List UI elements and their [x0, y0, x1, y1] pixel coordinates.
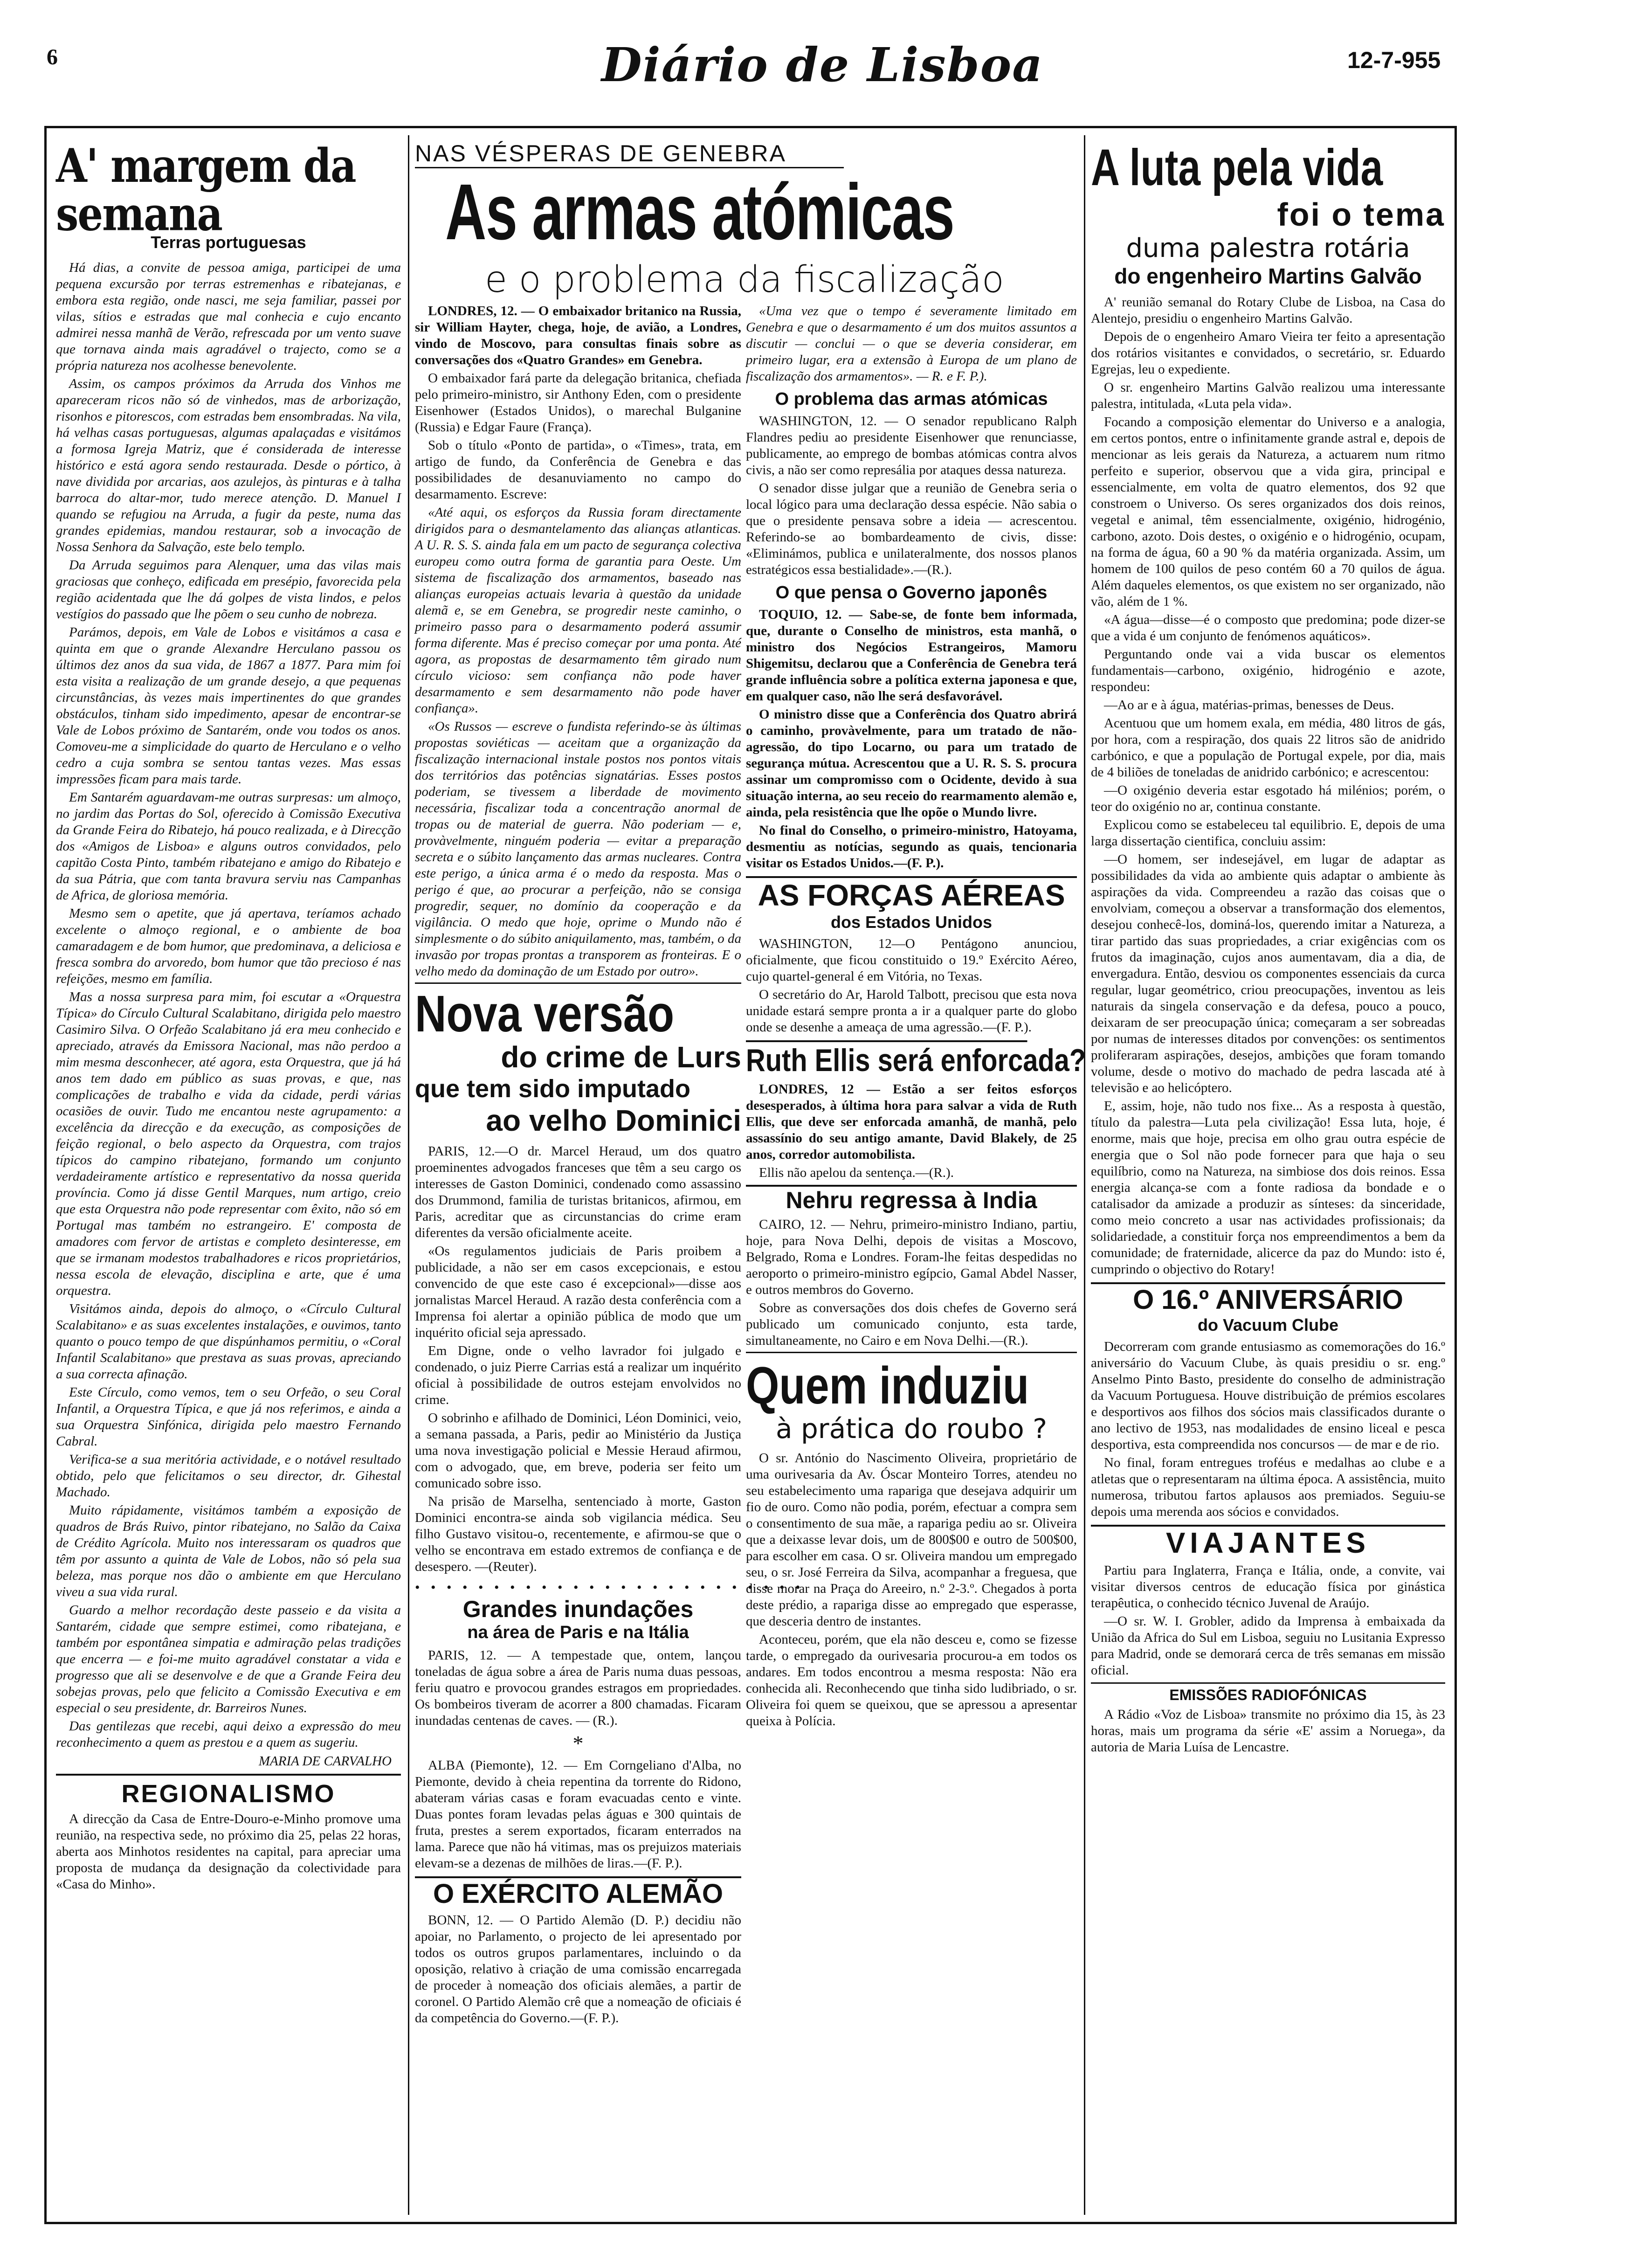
paragraph: ALBA (Piemonte), 12. — Em Corngeliano d'Alba, no Piemonte, devido à cheia repentina da torrente do Ridono, abateram várias casas e foram evacuadas cento e vinte. Duas pontes foram levadas pelas águas e 300 quintais de fruta, prestes a serem exportados, ficaram enterrados na lama. Parece que não há vitimas, mas os prejuizos materiais elevam-se a dezenas de milhões de liras.—(F. P.). — [415, 1758, 741, 1871]
paragraph: «Até aqui, os esforços da Russia foram directamente dirigidos para o desmantelamento das alianças atlanticas. A U. R. S. S. ainda fala em um pacto de segurança colectiva europeu como outra forma de garantia para Oeste. Um sistema de fiscalização dos armamentos, baseado nas alianças europeias actuais levaria à questão da unidade alemã e, se em Genebra, se progredir neste caminho, o primeiro passo para o desarmamento poderá assumir forma diferente. Mas é preciso começar por uma ponta. Até agora, as propostas de desarmamento têm girado num círculo vicioso: sem confiança não pode haver desarmamento e sem desarmamento não pode haver confiança». — [415, 505, 741, 716]
paragraph: Sobre as conversações dos dois chefes de Governo será publicado um comunicado conjunto, esta tarde, simultaneamente, no Cairo e em Nova Delhi.—(R.). — [746, 1300, 1077, 1348]
paragraph: LONDRES, 12 — Estão a ser feitos esforços desesperados, à última hora para salvar a vida de Ruth Ellis, que deve ser enforcada amanhã, de manhã, pelo assassínio do seu antigo amante, David Blakely, de 25 anos, corredor automobilista. — [746, 1082, 1077, 1162]
subheading-governo-japones: O que pensa o Governo japonês — [775, 583, 1048, 602]
paragraph: Ellis não apelou da sentença.—(R.). — [759, 1165, 954, 1180]
paragraph: TOQUIO, 12. — Sabe-se, de fonte bem informada, que, durante o Conselho de ministros, esta manhã, o ministro dos Negócios Estrangeiros, Mamoru Shigemitsu, declarou que a Conferência de Genebra terá grande influência sobre a política externa japonesa e que, em qualquer caso, não lhe será desfavorável. — [746, 607, 1077, 704]
paragraph: Mesmo sem o apetite, que já apertava, teríamos achado excelente o almoço regional, e o ambiente de boa camaradagem e de bom humor, que predominava, a deliciosa e fresca sombra do arvoredo, bom humor que tão precioso é nas refeições, mesmo em família. — [56, 906, 401, 986]
paragraph: O sr. engenheiro Martins Galvão realizou uma interessante palestra, intitulada, «Luta pela vida». — [1091, 380, 1445, 411]
column-divider — [1084, 135, 1085, 2215]
paragraph: Perguntando onde vai a vida buscar os elementos fundamentais—carbono, oxigénio, hidrogénio e azote, respondeu: — [1091, 647, 1445, 694]
paragraph: BONN, 12. — O Partido Alemão (D. P.) decidiu não apoiar, no Parlamento, o projecto de lei apresentado por todos os outros grupos parlamentares, incluindo o da oposição, relativo à criação de uma comissão encarregada de proceder à nomeação dos oficiais alemães, a partir de coronel. O Partido Alemão crê que a nomeação de oficiais é da competência do Governo.—(F. P.). — [415, 1913, 741, 2026]
paragraph: A Rádio «Voz de Lisboa» transmite no próximo dia 15, às 23 horas, mais um programa da série «E' assim a Noruega», da autoria de Maria Luísa de Lencastre. — [1091, 1707, 1445, 1755]
headline-ruth-ellis: Ruth Ellis será enforcada? — [746, 1040, 1027, 1079]
paragraph: Assim, os campos próximos da Arruda dos Vinhos me apareceram ricos não só de vinhedos, mas de arborização, risonhos e pitorescos, com estradas bem ensombradas. Na vila, há velhas casas portuguesas, algumas apalaçadas e visitámos a formosa Igreja Matriz, que é considerada de interesse histórico e está agora sendo restaurada. Desde o pórtico, à nave dividida por arcarias, aos azulejos, às pinturas e à talha barroca do altar-mor, tudo merece atenção. D. Manuel I quando se refugiou na Arruda, a fugir da peste, numa das grandes epidemias, mandou restaurar, sob a invocação de Nossa Senhora da Salvação, este belo templo. — [56, 376, 401, 554]
headline-dominici: ao velho Dominici — [486, 1104, 741, 1137]
author-signature: MARIA DE CARVALHO — [258, 1754, 392, 1769]
headline-viajantes: VIAJANTES — [1091, 1525, 1445, 1560]
headline-nova-versao: Nova versão — [415, 985, 675, 1043]
paragraph: Das gentilezas que recebi, aqui deixo a expressão do meu reconhecimento a quem as prestou e a quem as sugeriu. — [56, 1719, 401, 1750]
headline-inundacoes: Grandes inundações — [462, 1596, 694, 1622]
paragraph: Há dias, a convite de pessoa amiga, participei de uma pequena excursão por terras estremenhas e ribatejanas, e embora esta região, onde nasci, me seja familiar, passei por vilas, sítios e estradas que mal conhecia e cujo encanto admirei nessa manhã de Verão, refrescada por um vento suave que tornava ainda mais agradável o trajecto, como se a própria natureza nos acolhesse benevolente. — [56, 260, 401, 373]
divider — [746, 1352, 1077, 1353]
paragraph: Este Círculo, como vemos, tem o seu Orfeão, o seu Coral Infantil, a Orquestra Típica, e que já nos referimos, e ainda a sua Orquestra Sinfónica, dirigida pelo maestro Fernando Cabral. — [56, 1385, 401, 1449]
paragraph: A direcção da Casa de Entre-Douro-e-Minho promove uma reunião, na respectiva sede, no próximo dia 25, pelas 22 horas, aberta aos Minhotos residentes na capital, para apreciar uma proposta de mudança da designação da colectividade para «Casa do Minho». — [56, 1812, 401, 1892]
issue-date: 12-7-955 — [1347, 47, 1441, 73]
headline-nehru: Nehru regressa à India — [746, 1185, 1077, 1214]
paragraph: Focando a composição elementar do Universo e a analogia, em certos pontos, entre o infinitamente grande astral e, depois de mencionar as leis gerais da Natureza, a actuarem num ritmo perfeito e superior, observou que a vida gira, principal e essencialmente, em volta de quatro elementos, dos 92 que constroem o Universo. Os seres organizados dos dois reinos, vegetal e animal, têm essencialmente, oxigénio, hidrogénio, carbono, azoto. Dois destes, o oxigénio e o hidrogénio, ocupam, na forma de água, 60 a 90 % da matéria organizada. Assim, um homem de 100 quilos de peso contém 60 a 70 quilos de água. Além daqueles elementos, os que existem no ser organizado, não vão, além de 1 %. — [1091, 415, 1445, 609]
paragraph: Da Arruda seguimos para Alenquer, uma das vilas mais graciosas que conheço, edificada em presépio, favorecida pela região acidentada que lhe dá golpes de vista lindos, e pelos vestígios do passado que lhe põem o seu cunho de nobreza. — [56, 558, 401, 622]
headline-luta-pela-vida: A luta pela vida — [1091, 139, 1383, 196]
paragraph: Mas a nossa surpresa para mim, foi escutar a «Orquestra Típica» do Círculo Cultural Scalabitano, dirigida pelo maestro Casimiro Silva. O Orfeão Scalabitano já era meu conhecido e apreciado, através da Emissora Nacional, mas não perdoo a mim mesma desconhecer, até agora, esta Orquestra, que já há anos tem dado em público as suas provas, e que, nas complicações de trabalho e vida da cidade, perdi várias ocasiões de ouvir. Tudo me encantou neste agrupamento: a excelência da direcção e da execução, as composições de feição regional, o belo aspecto da Orquestra, com trajos típicos do campino ribatejano, formando um conjunto verdadeiramente artístico e representativo da nossa querida província. Como já disse Gentil Marques, num artigo, creio que esta Orquestra não pode representar com êxito, não só em Portugal mas também no estrangeiro. E' composta de amadores com fervor de artistas e completo desinteresse, em que se irmanam modestos trabalhadores e ricos proprietários, nessa escola de elevação, disciplina e arte, que é uma orquestra. — [56, 989, 401, 1298]
column-subheading: Terras portuguesas — [151, 233, 306, 252]
headline-forcas-aereas: AS FORÇAS AÉREAS — [746, 876, 1077, 913]
paragraph: No final, foram entregues troféus e medalhas ao clube e a atletas que o representaram na última época. A assistência, muito numerosa, tributou fartos aplausos aos premiados. Seguiu-se depois uma merenda aos sócios e convidados. — [1091, 1455, 1445, 1519]
paragraph: Sob o título «Ponto de partida», o «Times», trata, em artigo de fundo, da Conferência de Genebra e das possibilidades de desanuviamento no campo do desarmamento. Escreve: — [415, 438, 741, 502]
paragraph: Decorreram com grande entusiasmo as comemorações do 16.º aniversário do Vacuum Clube, às quais presidiu o sr. eng.º Anselmo Pinto Basto, presidente do conselho de administração da Vacuum Portuguesa. Houve distribuição de prémios escolares e desportivos aos filhos dos sócios mais classificados durante o ano lectivo de 1953, nas modalidades de ensino liceal e pesca desportiva, esta compreendida nos concursos — de mar e de rio. — [1091, 1339, 1445, 1452]
newspaper-title: Diário de Lisboa — [601, 37, 1044, 92]
paragraph: —O homem, ser indesejável, em lugar de adaptar as possibilidades da vida ao ambiente quis adaptar o ambiente às aspirações da vida. Compreendeu a razão das coisas que o envolviam, começou a observar a transformação dos elementos, desejou conhecê-los, dominá-los, querendo imitar a Natureza, a tirar partido das suas propriedades, a criar exigências com os frutos da imaginação, cujos anos aumentavam, dia a dia, de envergadura. Então, desviou os componentes essenciais da curca regular, lugar geométrico, criou preocupações, inventou as leis naturais da singela conservação e da defesa, pouco a pouco, deixaram de ser preocupação única; começaram a ser sobreadas por numas de interesses ditados por convenções: os sentimentos proliferaram aspirações, desejos, ambições que foram tomando volume, desde o motivo do machado de pedra lascada até à televisão e ao helicóptero. — [1091, 852, 1445, 1095]
paragraph: Partiu para Inglaterra, França e Itália, onde, a convite, vai visitar diversos centros de educação física por ginástica terapêutica, o conhecido técnico Juvenal de Araújo. — [1091, 1563, 1445, 1611]
paragraph: LONDRES, 12. — O embaixador britanico na Russia, sir William Hayter, chega, hoje, de avião, a Londres, vindo de Moscovo, para consultas finais sobre as conversações dos «Quatro Grandes» em Genebra. — [415, 304, 741, 367]
paragraph: O embaixador fará parte da delegação britanica, chefiada pelo primeiro-ministro, sir Anthony Eden, com o presidente Eisenhower (Estados Unidos), o marechal Bulganine (Russia) e Edgar Faure (França). — [415, 371, 741, 435]
headline-engenheiro: do engenheiro Martins Galvão — [1114, 264, 1422, 288]
kicker-genebra: NAS VÉSPERAS DE GENEBRA — [415, 140, 844, 168]
paragraph: Aconteceu, porém, que ela não desceu e, como se fizesse tarde, o empregado da ourivesaria procurou-a em todos os andares. Em todos encontrou a mesma resposta: Não era conhecida ali. Reconhecendo que tinha sido ludibriado, o sr. Oliveira foi quem se queixou, que se apressou a apresentar queixa à Polícia. — [746, 1632, 1077, 1729]
paragraph: Depois de o engenheiro Amaro Vieira ter feito a apresentação dos rotários visitantes e convidados, o secretário, sr. Eduardo Egrejas, leu o expediente. — [1091, 329, 1445, 377]
paragraph: «Os Russos — escreve o fundista referindo-se às últimas propostas soviéticas — aceitam que a organização da fiscalização internacional instale postos nos pontos vitais dos territórios das potências signatárias. Esses postos poderiam, se tivessem a liberdade de movimento necessária, fiscalizar toda a concentração anormal de tropas ou de material de guerra. Não poderiam — e, provàvelmente, ninguém poderia — evitar a preparação secreta e o súbito lançamento das armas nucleares. Contra este perigo, a única arma é o medo da resposta. Mas o perigo é que, ao procurar a perfeição, não se consiga progredir, sequer, no domínio da cooperação e da vigilância. O medo que hoje, oprime o Mundo não é simplesmente o do súbito aniquilamento, mas, também, o da invasão por tropas prontas a transporem as fronteiras. E o velho medo da dominação de um Estado por outro». — [415, 719, 741, 979]
paragraph: Guardo a melhor recordação deste passeio e da visita a Santarém, cidade que sempre estimei, como ribatejana, e também por espontânea simpatia e admiração pelas tradições que encerra — e foi-me muito agradável constatar a vida e progresso que ali se desenvolve e de que a Grande Feira deu sobejas provas, pelo que felicito a Comissão Executiva e em especial o seu presidente, dr. Barreiros Nunes. — [56, 1603, 401, 1715]
subheadline-vacuum-clube: do Vacuum Clube — [1197, 1315, 1339, 1335]
paragraph: —O sr. W. I. Grobler, adido da Imprensa à embaixada da União da Africa do Sul em Lisboa, seguiu no Lusitania Expresso para Madrid, onde se demorará cerca de três semanas em missão oficial. — [1091, 1614, 1445, 1678]
paragraph: Acentuou que um homem exala, em média, 480 litros de gás, por hora, com a respiração, dos quais 22 litros são de anidrido carbónico, e que a população de Portugal expele, por dia, mais de 4 biliões de toneladas de anidrido carbónico; e acrescentou: — [1091, 716, 1445, 780]
page-number: 6 — [47, 45, 58, 69]
paragraph: Muito rápidamente, visitámos também a exposição de quadros de Brás Ruivo, pintor ribatejano, no Salão da Caixa de Crédito Agrícola. Muito nos interessaram os quadros que têm por assunto a quinta de Vale de Lobos, não só pela sua beleza, mas porque nos dão o ambiente em que Herculano viveu a sua vida rural. — [56, 1503, 401, 1599]
column-2 — [415, 303, 804, 2206]
paragraph: O sobrinho e afilhado de Dominici, Léon Dominici, veio, a semana passada, a Paris, pedir ao Ministério da Justiça uma nova investigação policial e Messie Heraud afirmou, com o advogado, que, em breve, poderia ser feito um comunicado sobre isso. — [415, 1411, 741, 1491]
column-3 — [746, 303, 1086, 2206]
paragraph: CAIRO, 12. — Nehru, primeiro-ministro Indiano, partiu, hoje, para Nova Delhi, depois de visitas a Moscovo, Belgrado, Roma e Londres. Foram-lhe feitas despedidas no aeroporto o primeiro-ministro egípcio, Gamal Abdel Nasser, e outros membros do Governo. — [746, 1217, 1077, 1297]
subheading-armas-atomicas: O problema das armas atómicas — [775, 389, 1048, 409]
regionalismo-heading: REGIONALISMO — [56, 1774, 401, 1808]
star-separator: * — [572, 1731, 584, 1755]
paragraph: Explicou como se estabeleceu tal equilibrio. E, depois de uma larga dissertação cientifica, concluiu assim: — [1091, 817, 1445, 849]
column-margem — [56, 139, 401, 2208]
paragraph: «Os regulamentos judiciais de Paris proibem a publicidade, a não ser em casos excepcionais, e estou convencido de que este caso é excepcional»—disse aos jornalistas Marcel Heraud. A razão desta conferência com a Imprensa foi alertar a opinião pública de modo que um inquérito oficial seja apressado. — [415, 1244, 741, 1340]
headline-armas-atomicas: As armas atómicas — [445, 168, 954, 256]
divider — [415, 982, 741, 984]
paragraph: A' reunião semanal do Rotary Clube de Lisboa, na Casa do Alentejo, presidiu o engenheiro Martins Galvão. — [1091, 295, 1445, 326]
headline-emissoes: EMISSÕES RADIOFÓNICAS — [1091, 1682, 1445, 1704]
column-heading: A' margem da semana — [56, 139, 356, 242]
paragraph: PARIS, 12.—O dr. Marcel Heraud, um dos quatro proeminentes advogados franceses que têm a seu cargo os interesses de Gaston Dominici, condenado como assassino dos Drummond, familia de turistas britanicos, afirmou, em Paris, acreditar que as circunstancias do crime eram diferentes da versão oficialmente aceite. — [415, 1144, 741, 1240]
subheadline-fiscalizacao: e o problema da fiscalização — [485, 259, 1004, 301]
headline-quem-induziu: Quem induziu — [746, 1356, 1029, 1415]
paragraph: No final do Conselho, o primeiro-ministro, Hatoyama, desmentiu as notícias, segundo as quais, tencionaria visitar os Estados Unidos.—(F. P.). — [746, 823, 1077, 871]
paragraph: Em Santarém aguardavam-me outras surpresas: um almoço, no jardim das Portas do Sol, oferecido à Comissão Executiva da Grande Feira do Ribatejo, há pouco realizada, e à Direcção dos «Amigos de Lisboa» e alguns outros convidados, pelo capitão Costa Pinto, também ribatejano e amigo do Ribatejo e da sua Pátria, que com tanta bravura serviu nas Campanhas de Africa, de gloriosa memória. — [56, 790, 401, 903]
headline-imputado: que tem sido imputado — [415, 1075, 691, 1103]
paragraph: O sr. António do Nascimento Oliveira, proprietário de uma ourivesaria da Av. Óscar Monteiro Torres, atendeu no seu estabelecimento uma rapariga que desejava adquirir um fio de ouro. Como não podia, porém, efectuar a compra sem o consentimento de sua mãe, a rapariga pediu ao sr. Oliveira que a deixasse levar dois, um de 800$00 e outro de 500$00, para escolher em casa. O sr. Oliveira mandou um empregado seu, o sr. José Ferreira da Silva, acompanhar a freguesa, que disse morar na Praça do Areeiro, n.º 2-3.º. Chegados à porta deste prédio, a rapariga disse ao empregado que esperasse, que desceria dentro de instantes. — [746, 1451, 1077, 1629]
subheadline-roubo: à prática do roubo ? — [776, 1413, 1047, 1445]
paragraph: Verifica-se a sua meritória actividade, e o notável resultado obtido, pelo que felicitamos o seu director, dr. Gihestal Machado. — [56, 1452, 401, 1500]
paragraph: Visitámos ainda, depois do almoço, o «Círculo Cultural Scalabitano» e as suas excelentes instalações, e ouvimos, tanto quanto o pouco tempo de que dispúnhamos permitiu, o «Coral Infantil Scalabitano» que prestava as suas provas, apreciando a sua correcta afinação. — [56, 1301, 401, 1382]
paragraph: O secretário do Ar, Harold Talbott, precisou que esta nova unidade estará sempre pronta a ir a qualquer parte do globo onde se desenhe a ameaça de uma agressão.—(F. P.). — [746, 987, 1077, 1035]
paragraph: Em Digne, onde o velho lavrador foi julgado e condenado, o juiz Pierre Carrias está a realizar um inquérito oficial à possibilidade de outros estejam envolvidos no crime. — [415, 1343, 741, 1407]
paragraph: —Ao ar e à água, matérias-primas, benesses de Deus. — [1104, 698, 1394, 712]
subheadline-inundacoes: na área de Paris e na Itália — [467, 1623, 689, 1642]
paragraph: Parámos, depois, em Vale de Lobos e visitámos a casa e quinta em que o grande Alexandre Herculano passou os últimos dez anos da sua vida, de 1867 a 1877. Para mim foi esta visita a realização de um grande desejo, a que pequenas circunstâncias, às vezes mais impertinentes do que grandes obstáculos, tinham sido impedimento, apesar de encontrar-se Vale de Lobos próximo de Santarém, onde vou todos os anos. Comoveu-me a simplicidade do quarto de Herculano e o velho cedro a cuja sombra se sentou tantas vezes. Mas essas impressões ficam para mais tarde. — [56, 625, 401, 787]
headline-aniversario: O 16.º ANIVERSÁRIO — [1091, 1282, 1445, 1315]
paragraph: WASHINGTON, 12—O Pentágono anunciou, oficialmente, que ficou constituido o 19.º Exército Aéreo, cujo quartel-general é em Vitória, no Texas. — [746, 936, 1077, 984]
paragraph: «A água—disse—é o composto que predomina; pode dizer-se que a vida é um conjunto de fenómenos aquáticos». — [1091, 612, 1445, 643]
paragraph: PARIS, 12. — A tempestade que, ontem, lançou toneladas de água sobre a área de Paris numa duas pessoas, feriu quatro e provocou grandes estragos em propriedades. Os bombeiros tiveram de acorrer a 800 chamadas. Ficaram inundadas centenas de caves. — (R.). — [415, 1648, 741, 1728]
headline-palestra: duma palestra rotária — [1126, 233, 1410, 263]
paragraph: WASHINGTON, 12. — O senador republicano Ralph Flandres pediu ao presidente Eisenhower que renunciasse, publicamente, ao emprego de bombas atómicas contra alvos civis, a não ser como represália por ataques dessa natureza. — [746, 414, 1077, 477]
paragraph: O senador disse julgar que a reunião de Genebra seria o local lógico para uma declaração dessa espécie. Não sabia o que o presidente pensava sobre a ideia — acrescentou. Referindo-se ao bombardeamento de civis, disse: «Eliminámos, publica e unilateralmente, dos nossos planos estratégicos essa bestialidade».—(R.). — [746, 481, 1077, 577]
headline-foi-o-tema: foi o tema — [1277, 196, 1445, 233]
paragraph: E, assim, hoje, não tudo nos fixe... As a resposta à questão, título da palestra—Luta pela civilização! Essa luta, hoje, é enorme, mais que hoje, precisa em olho grau outra espécie de energia que o Sol não pode fornecer para que haja o seu equilíbrio, como na Natureza, na simbiose dos dois reinos. Essa energia alcança-se com a fonte radiosa da bondade e o catalisador da amizade a produzir as sínteses: da sinceridade, como meio concreto a usar nas actividades profissionais; da solidariedade, a constituir força nos empreendimentos a bem da comunidade; de fraternidade, alicerce da paz do Mundo: isto é, cumprindo o objectivo do Rotary! — [1091, 1099, 1445, 1277]
column-divider — [408, 135, 409, 2215]
headline-crime-lurs: do crime de Lurs — [501, 1040, 741, 1074]
paragraph: O ministro disse que a Conferência dos Quatro abrirá o caminho, provàvelmente, para um tratado de não-agressão, do tipo Locarno, ou para um tratado de segurança mútua. Acrescentou que a U. R. S. S. procura assinar um compromisso com o Ocidente, devido à sua situação interna, ao seu receio do rearmamento alemão e, ainda, pela resistência que lhe opõe o Mundo livre. — [746, 707, 1077, 820]
dotted-divider: • • • • • • • • • • • • • • • • • • • • • • • • • — [415, 1580, 804, 1595]
paragraph: —O oxigénio deveria estar esgotado há milénios; porém, o teor do oxigénio no ar, continua constante. — [1091, 783, 1445, 814]
paragraph: «Uma vez que o tempo é severamente limitado em Genebra e que o desarmamento é um dos muitos assuntos a discutir — conclui — o que se deveria considerar, em primeiro lugar, era a extensão à Europa de um plano de fiscalização dos armamentos». — R. e F. P.). — [746, 304, 1077, 384]
headline-exercito-alemao: O EXÉRCITO ALEMÃO — [415, 1876, 741, 1909]
subheadline-forcas-aereas: dos Estados Unidos — [830, 913, 993, 932]
paragraph: Na prisão de Marselha, sentenciado à morte, Gaston Dominici encontra-se ainda sob vigilancia médica. Seu filho Gustavo visitou-o, recentemente, e afirmou-se que o velho se encontrava em estado extremos de confiança e de desespero. —(Reuter). — [415, 1494, 741, 1574]
column-4 — [1091, 140, 1445, 2206]
